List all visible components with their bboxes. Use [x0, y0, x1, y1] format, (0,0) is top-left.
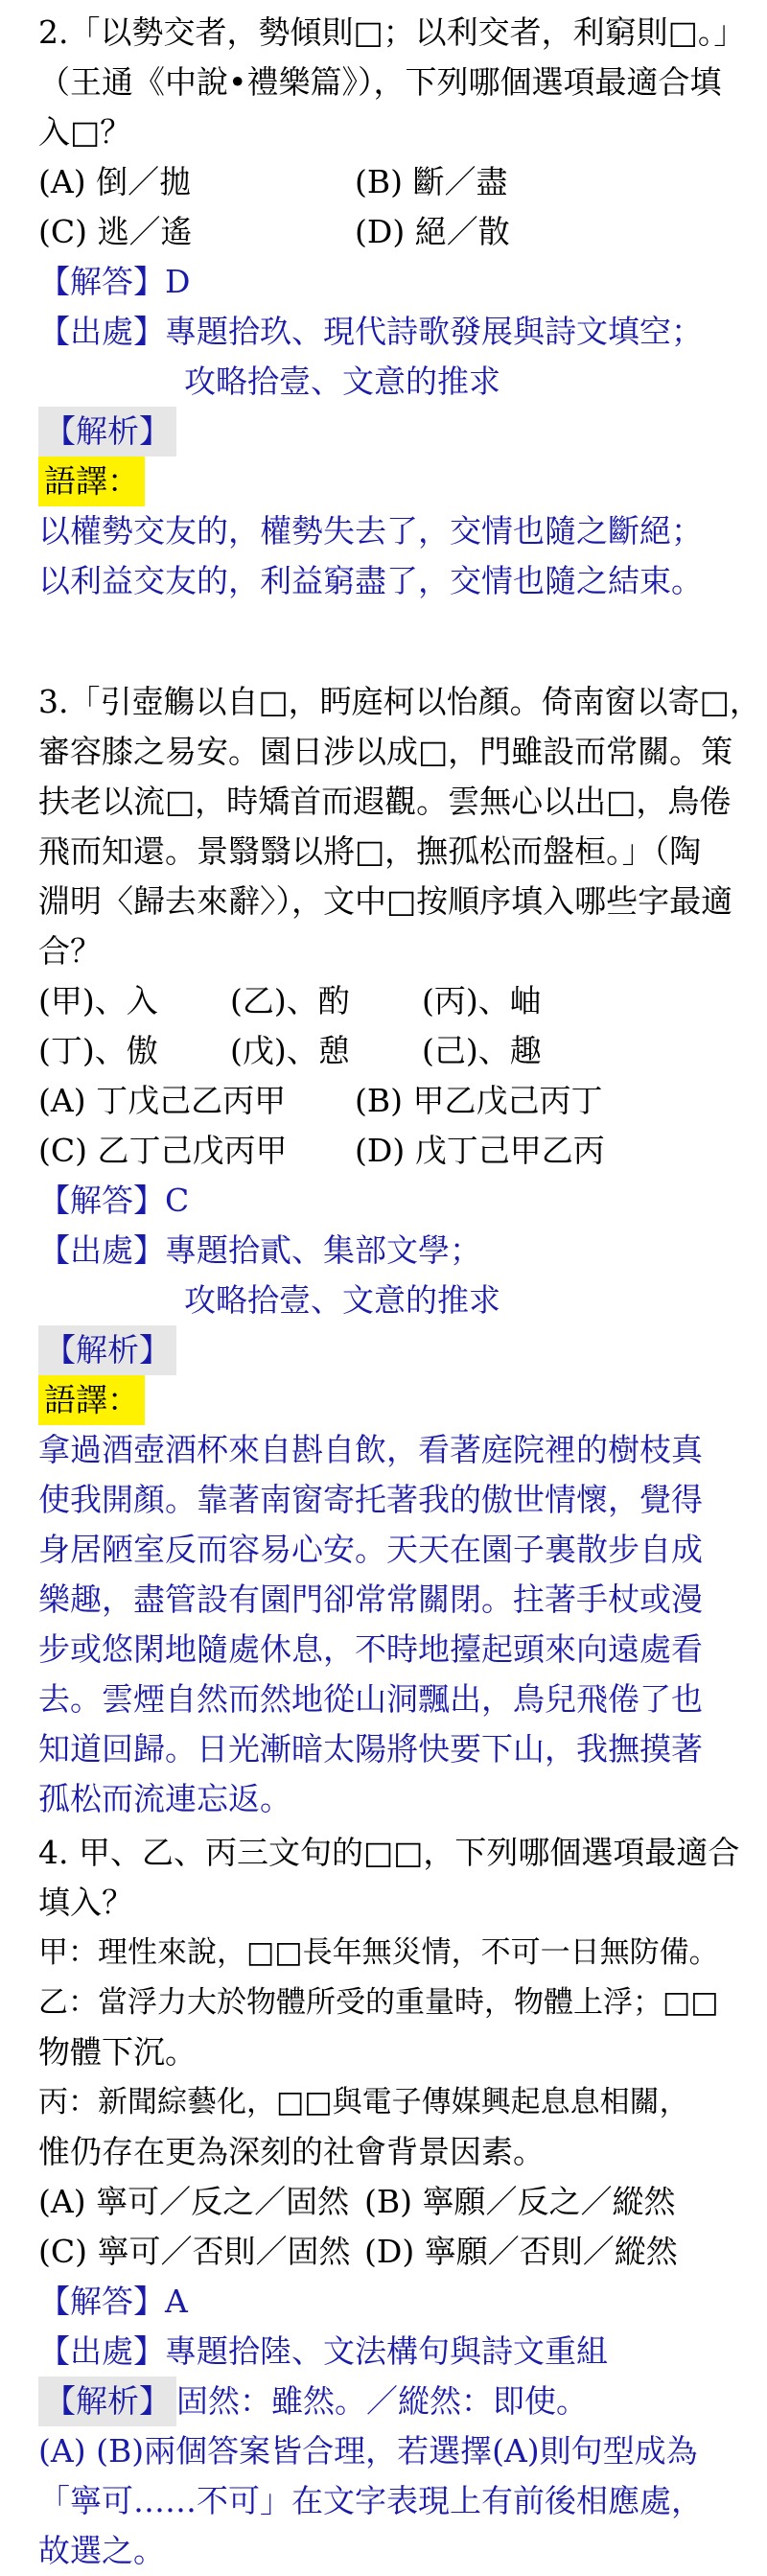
question-text-line: 物體下沉。	[38, 2033, 197, 2071]
options	[38, 157, 748, 257]
analysis-tag: 【解析】	[38, 2377, 176, 2426]
option-d: (D) 絕／散	[355, 213, 510, 250]
translation-line: 拿過酒壺酒杯來自斟自飲，看著庭院裡的樹枝真	[38, 1431, 703, 1468]
translation-line: 樂趣，盡管設有園門卻常常關閉。拄著手杖或漫	[38, 1581, 703, 1618]
answer-row	[38, 2277, 748, 2327]
question-text-line: 4. 甲、乙、丙三文句的□□，下列哪個選項最適合	[38, 1834, 740, 1871]
translation-line: 去。雲煙自然而然地從山洞飄出，鳥兒飛倦了也	[38, 1680, 703, 1718]
source-tag: 【出處】	[38, 313, 165, 350]
source-tag: 【出處】	[38, 1231, 165, 1269]
question-text-line: 乙：當浮力大於物體所受的重量時，物體上浮；□□	[38, 1985, 719, 2020]
option-c: (C) 寧可／否則／固然	[38, 2233, 351, 2270]
translation-line: 身居陋室反而容易心安。天天在園子裏散步自成	[38, 1531, 703, 1568]
question-text-line: 飛而知還。景翳翳以將□，撫孤松而盤桓。」（陶	[38, 832, 702, 870]
analysis-row	[38, 407, 748, 457]
question-text-line: 丙：新聞綜藝化，□□與電子傳媒興起息息相關，	[38, 2085, 689, 2119]
translation-tag: 語譯：	[38, 457, 145, 506]
translation-line: 使我開顏。靠著南窗寄托著我的傲世情懷，覺得	[38, 1481, 703, 1518]
question-2	[38, 8, 748, 606]
option-b: (B) 寧願／反之／縱然	[364, 2183, 676, 2220]
source-line: 專題拾玖、現代詩歌發展與詩文填空；	[165, 313, 703, 350]
option-a: (A) 丁戊己乙丙甲	[38, 1082, 287, 1119]
question-text-line: 入□？	[38, 113, 132, 151]
question-text-line: 填入？	[38, 1884, 133, 1921]
item-yi: (乙)、酌	[230, 982, 350, 1019]
source-tag: 【出處】	[38, 2332, 165, 2370]
source-line: 攻略拾壹、文意的推求	[184, 1281, 500, 1319]
answer-value: A	[165, 2283, 188, 2320]
analysis-row	[38, 2377, 748, 2426]
question-text-line: 3.「引壺觴以自□，眄庭柯以怡顏。倚南窗以寄□，	[38, 683, 761, 720]
translation-line: 孤松而流連忘返。	[38, 1780, 291, 1817]
options	[38, 2177, 748, 2277]
item-wu: (戊)、憩	[230, 1032, 350, 1069]
option-b: (B) 斷／盡	[355, 163, 508, 200]
question-4	[38, 1828, 748, 2576]
source-line: 攻略拾壹、文意的推求	[184, 363, 500, 400]
translation-tag: 語譯：	[38, 1375, 145, 1425]
question-text-line: 2.「以勢交者，勢傾則□；以利交者，利窮則□。」	[38, 13, 746, 51]
translation-row	[38, 457, 748, 506]
option-c: (C) 逃／遙	[38, 213, 193, 250]
translation-line: 知道回歸。日光漸暗太陽將快要下山，我撫摸著	[38, 1730, 703, 1768]
analysis-row	[38, 1325, 748, 1375]
answer-tag: 【解答】	[38, 263, 165, 300]
answer-tag: 【解答】	[38, 2283, 165, 2320]
analysis-inline: 固然：雖然。／縱然：即使。	[176, 2382, 588, 2420]
translation-line: 步或悠閑地隨處休息，不時地擡起頭來向遠處看	[38, 1630, 703, 1668]
item-jia: (甲)、入	[38, 982, 158, 1019]
source-row	[38, 2327, 748, 2377]
option-d: (D) 寧願／否則／縱然	[364, 2233, 678, 2270]
item-list	[38, 976, 748, 1076]
question-text-line: 扶老以流□，時矯首而遐觀。雲無心以出□，鳥倦	[38, 783, 732, 820]
translation-line: 以利益交友的，利益窮盡了，交情也隨之結束。	[38, 562, 703, 599]
source-line: 專題拾陸、文法構句與詩文重組	[165, 2332, 608, 2370]
analysis-tag: 【解析】	[38, 1325, 176, 1375]
translation-row	[38, 1375, 748, 1425]
options	[38, 1076, 748, 1176]
source-row	[38, 1226, 748, 1276]
question-text-line: 惟仍存在更為深刻的社會背景因素。	[38, 2133, 545, 2170]
question-text-line: 審容膝之易安。園日涉以成□，門雖設而常關。策	[38, 733, 733, 770]
source-row	[38, 307, 748, 357]
option-b: (B) 甲乙戊己丙丁	[355, 1082, 603, 1119]
answer-row	[38, 1176, 748, 1226]
translation-line: 以權勢交友的，權勢失去了，交情也隨之斷絕；	[38, 512, 703, 550]
option-c: (C) 乙丁己戊丙甲	[38, 1132, 288, 1169]
question-text-line: 甲：理性來說，□□長年無災情，不可一日無防備。	[38, 1935, 719, 1970]
analysis-tag: 【解析】	[38, 407, 176, 457]
analysis-line: 「寧可……不可」在文字表現上有前後相應處，	[38, 2482, 703, 2519]
option-a: (A) 倒／拋	[38, 163, 192, 200]
answer-value: D	[165, 263, 191, 300]
analysis-line: (A) (B)兩個答案皆合理，若選擇(A)則句型成為	[38, 2432, 698, 2470]
analysis-line: 故選之。	[38, 2532, 165, 2569]
item-ding: (丁)、傲	[38, 1032, 158, 1069]
question-text-line: 淵明〈歸去來辭〉），文中□按順序填入哪些字最適	[38, 882, 733, 920]
answer-tag: 【解答】	[38, 1182, 165, 1219]
option-d: (D) 戊丁己甲乙丙	[355, 1132, 605, 1169]
item-ji: (己)、趣	[422, 1032, 542, 1069]
answer-row	[38, 257, 748, 307]
question-text-line: 合？	[38, 932, 102, 970]
source-line: 專題拾貳、集部文學；	[165, 1231, 481, 1269]
answer-value: C	[165, 1182, 190, 1219]
question-text-line: （王通《中說•禮樂篇》），下列哪個選項最適合填	[38, 63, 722, 101]
question-3	[38, 677, 761, 1824]
item-bing: (丙)、岫	[422, 982, 542, 1019]
option-a: (A) 寧可／反之／固然	[38, 2183, 350, 2220]
